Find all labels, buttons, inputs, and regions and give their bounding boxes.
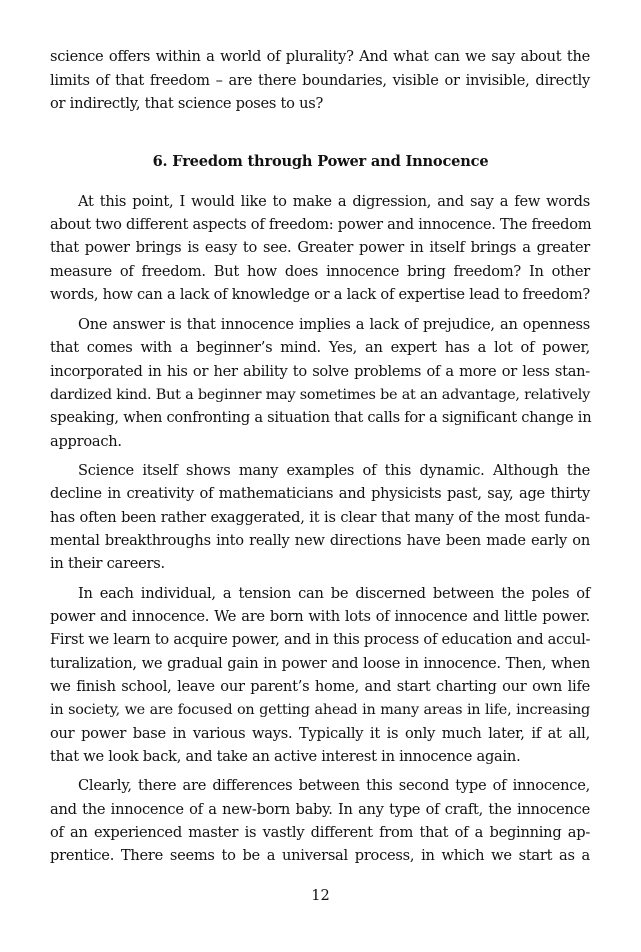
text-line: One answer is that innocence implies a lack of prejudice, an openness xyxy=(78,316,590,333)
text-line: that comes with a beginner’s mind. Yes, an expert has a lot of power, xyxy=(50,339,590,356)
text-line: and the innocence of a new-born baby. In any type of craft, the innocence xyxy=(50,801,590,818)
text-line: turalization, we gradual gain in power and loose in innocence. Then, when xyxy=(50,655,590,672)
text-line: incorporated in his or her ability to solve problems of a more or less stan- xyxy=(50,363,590,380)
text-line: decline in creativity of mathematicians and physicists past, say, age thirty xyxy=(50,485,590,502)
text-line: First we learn to acquire power, and in this process of education and accul- xyxy=(50,631,591,648)
text-line: mental breakthroughs into really new directions have been made early on xyxy=(50,532,590,549)
text-line: limits of that freedom – are there boundaries, visible or invisible, directly xyxy=(50,72,590,89)
text-line: science offers within a world of plurality? And what can we say about the xyxy=(50,48,590,65)
text-line: our power base in various ways. Typically it is only much later, if at all, xyxy=(50,725,590,742)
text-line: in society, we are focused on getting ahead in many areas in life, increasing xyxy=(50,702,590,718)
text-line: that power brings is easy to see. Greater power in itself brings a greater xyxy=(50,239,590,256)
text-line: of an experienced master is vastly different from that of a beginning ap- xyxy=(50,824,590,841)
text-line: Clearly, there are differences between this second type of innocence, xyxy=(78,777,590,794)
section-heading: 6. Freedom through Power and Innocence xyxy=(152,153,489,170)
text-line: speaking, when confronting a situation that calls for a significant change in xyxy=(50,409,592,426)
text-line: words, how can a lack of knowledge or a lack of expertise lead to freedom? xyxy=(50,286,590,303)
text-line: we finish school, leave our parent’s home, and start charting our own life xyxy=(50,678,590,695)
text-line: or indirectly, that science poses to us? xyxy=(50,95,324,112)
text-line: approach. xyxy=(50,433,122,450)
text-line: about two different aspects of freedom: power and innocence. The freedom xyxy=(50,216,592,233)
text-line: measure of freedom. But how does innocence bring freedom? In other xyxy=(50,263,590,280)
text-line: prentice. There seems to be a universal process, in which we start as a xyxy=(50,847,590,864)
text-line: in their careers. xyxy=(50,555,165,572)
text-line: that we look back, and take an active interest in innocence again. xyxy=(50,748,521,765)
text-line: At this point, I would like to make a digression, and say a few words xyxy=(78,193,590,210)
text-line: In each individual, a tension can be discerned between the poles of xyxy=(78,585,590,602)
text-line: dardized kind. But a beginner may sometimes be at an advantage, relatively xyxy=(50,387,590,403)
page-number: 12 xyxy=(311,887,330,904)
text-line: power and innocence. We are born with lots of innocence and little power. xyxy=(50,608,590,625)
text-line: Science itself shows many examples of this dynamic. Although the xyxy=(78,462,590,479)
text-line: has often been rather exaggerated, it is clear that many of the most funda- xyxy=(50,509,590,526)
